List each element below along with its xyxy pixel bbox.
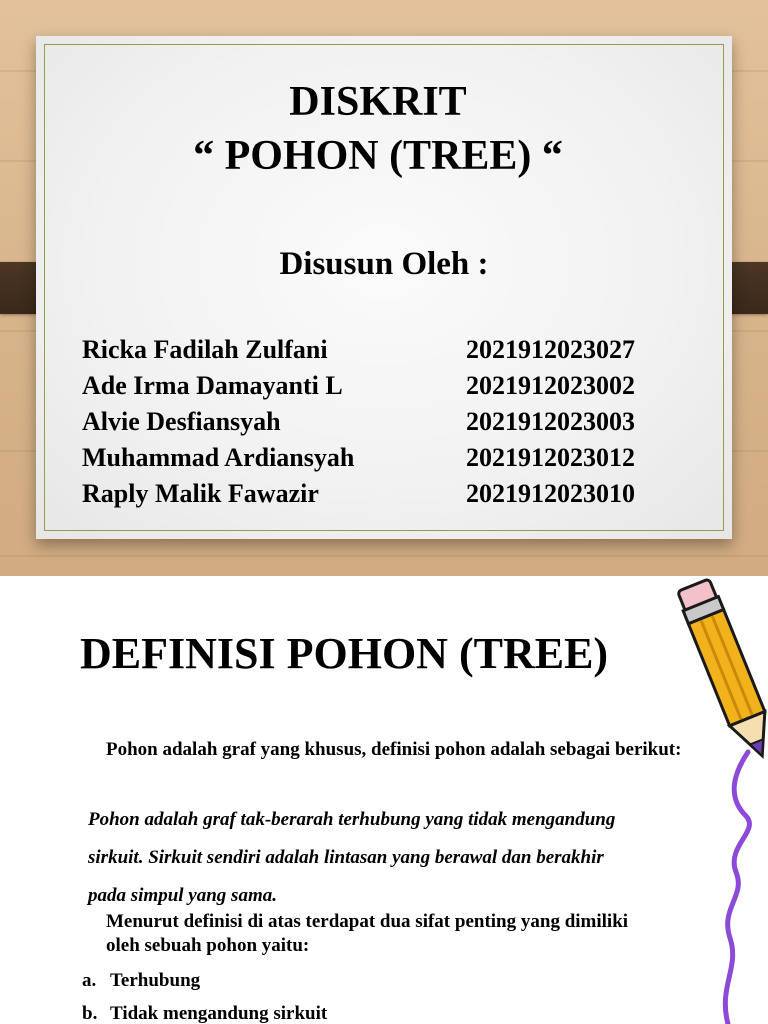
- authors-subtitle: Disusun Oleh :: [279, 246, 489, 282]
- list-text: Tidak mengandung sirkuit: [110, 1003, 328, 1024]
- followup-paragraph: Menurut definisi di atas terdapat dua sifat penting yang dimiliki oleh sebuah pohon yaitu:: [106, 911, 629, 956]
- pencil-icon: [636, 576, 768, 1024]
- member-id: 2021912023010: [466, 479, 635, 508]
- list-marker: a.: [82, 970, 97, 991]
- list-marker: b.: [82, 1003, 98, 1024]
- member-id: 2021912023002: [466, 371, 635, 400]
- member-name: Muhammad Ardiansyah: [82, 443, 355, 472]
- member-name: Alvie Desfiansyah: [82, 407, 281, 436]
- member-name: Ade Irma Damayanti L: [82, 371, 343, 400]
- wood-grain: [0, 555, 768, 557]
- list-item: [82, 1003, 327, 1024]
- slide-heading: DEFINISI POHON (TREE): [80, 629, 609, 678]
- definition-line: Pohon adalah graf tak-berarah terhubung yang tidak mengandung: [88, 809, 616, 830]
- member-name: Ricka Fadilah Zulfani: [82, 335, 328, 364]
- pencil-body: [676, 578, 768, 763]
- member-id: 2021912023003: [466, 407, 635, 436]
- title-card: [36, 36, 732, 539]
- title-line-2: “ POHON (TREE) “: [193, 133, 563, 179]
- list-text: Terhubung: [110, 970, 201, 991]
- definition-slide: [0, 576, 768, 1024]
- member-name: Raply Malik Fawazir: [82, 479, 319, 508]
- definition-line: sirkuit. Sirkuit sendiri adalah lintasan yang berawal dan berakhir: [88, 847, 604, 868]
- title-line-1: DISKRIT: [289, 79, 467, 125]
- member-id: 2021912023012: [466, 443, 635, 472]
- member-id: 2021912023027: [466, 335, 635, 364]
- list-item: [82, 970, 200, 992]
- definition-line: pada simpul yang sama.: [88, 885, 277, 906]
- scribble-line: [725, 752, 749, 1024]
- definition-block: [88, 808, 698, 922]
- intro-paragraph: Pohon adalah graf yang khusus, definisi pohon adalah sebagai berikut:: [106, 739, 682, 760]
